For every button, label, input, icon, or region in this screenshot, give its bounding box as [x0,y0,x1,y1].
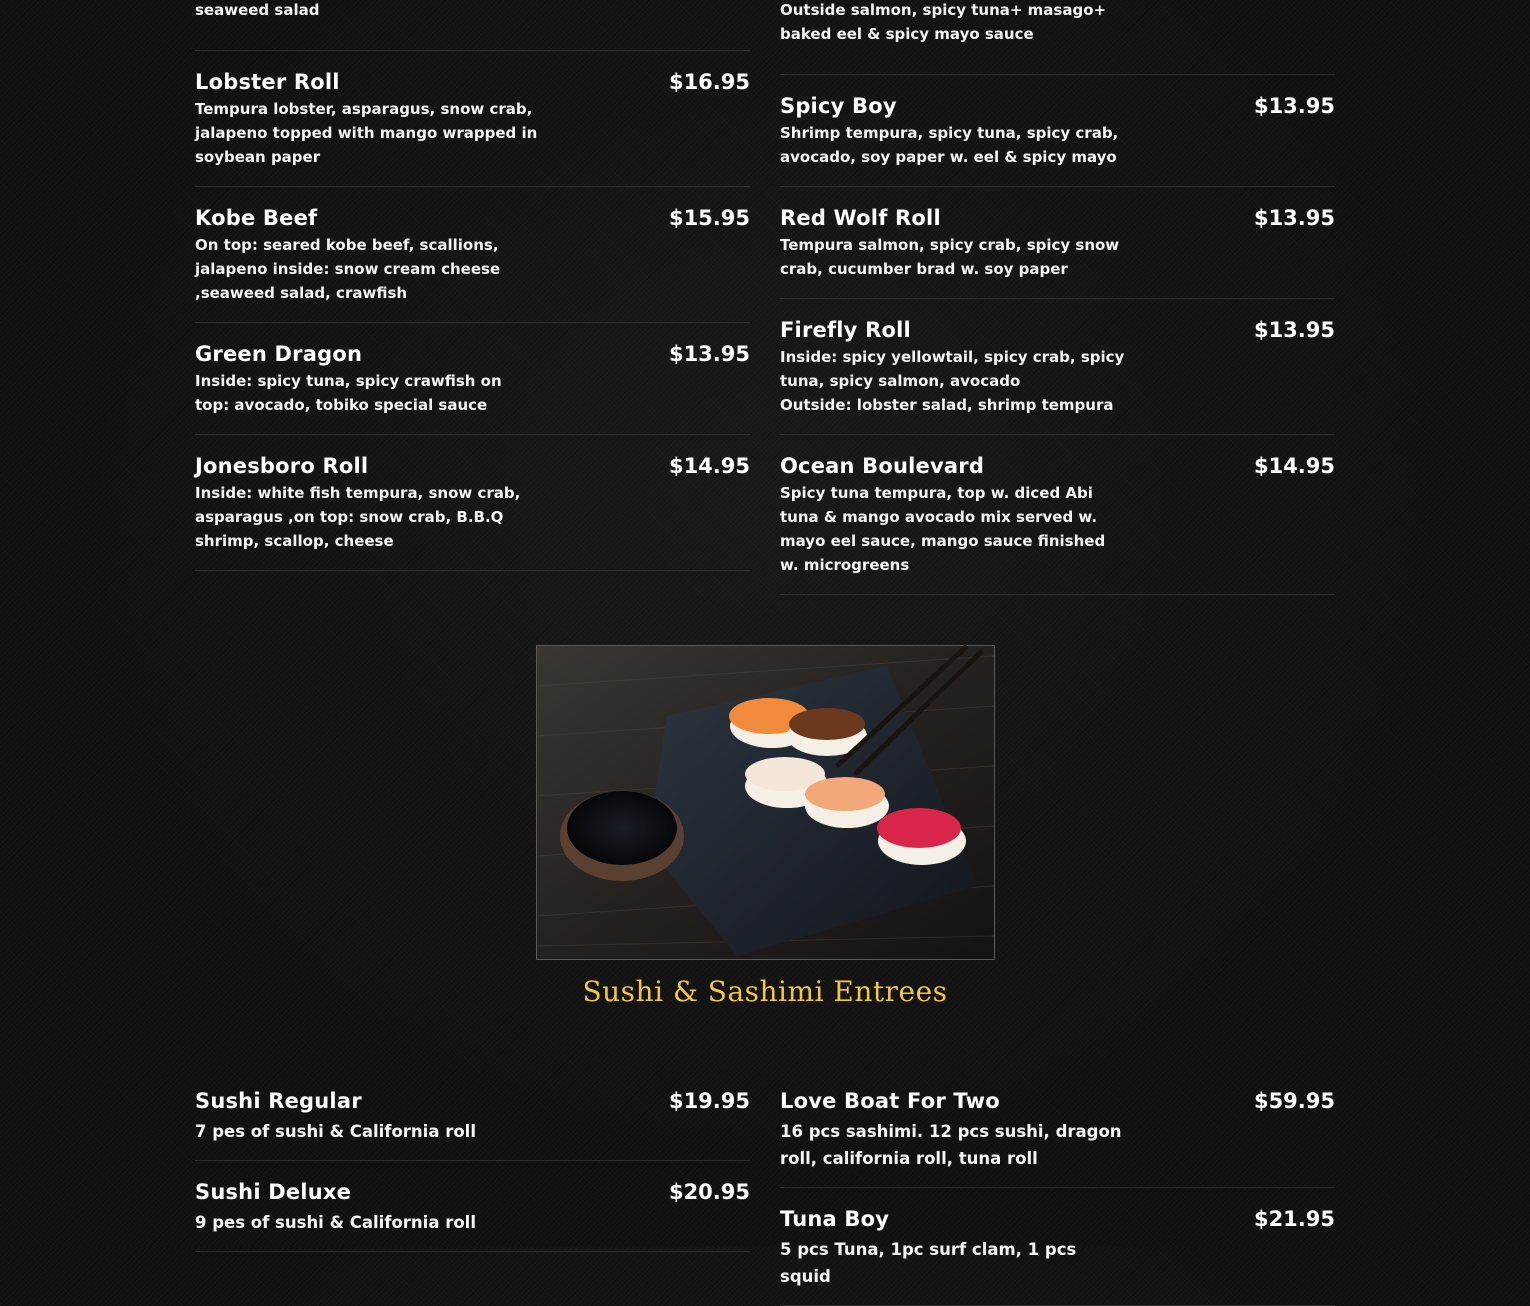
menu-item-price: $13.95 [668,342,750,366]
menu-item [195,69,750,187]
menu-item-price: $13.95 [1253,318,1335,342]
menu-item-name: Red Wolf Roll [780,206,941,230]
menu-item-price: $20.95 [668,1180,750,1204]
menu-item-price: $21.95 [1253,1207,1335,1231]
menu-item-name: Firefly Roll [780,318,911,342]
menu-item-description: 16 pcs sashimi. 12 pcs sushi, dragon roll, california roll, tuna roll [780,1122,1122,1168]
menu-item-description: On top: seared kobe beef, scallions, jalapeno inside: snow cream cheese ,seaweed salad, crawfish [195,236,501,302]
menu-item [780,205,1335,299]
menu-item-description: 5 pcs Tuna, 1pc surf clam, 1 pcs squid [780,1240,1077,1286]
menu-item [780,317,1335,435]
menu-item-name: Lobster Roll [195,70,340,94]
menu-item-name: Tuna Boy [780,1207,890,1231]
menu-item-description: Inside: white fish tempura, snow crab, asparagus ,on top: snow crab, B.B.Q shrimp, scallop, cheese [195,484,521,550]
menu-item-description: Tempura lobster, asparagus, snow crab, jalapeno topped with mango wrapped in soybean paper [195,100,538,166]
menu-item-description: Inside: spicy tuna, spicy crawfish on top: avocado, tobiko special sauce [195,372,502,414]
sushi-plate-image [537,646,994,959]
section-title: Sushi & Sashimi Entrees [582,975,948,1008]
menu-item-description: seaweed salad [195,1,320,19]
menu-item-price: $13.95 [1253,94,1335,118]
menu-item [195,1088,750,1161]
menu-item-name: Green Dragon [195,342,363,366]
menu-item [195,205,750,323]
menu-item-name: Love Boat For Two [780,1089,1000,1113]
menu-item-description [780,345,1125,417]
menu-item-price: $15.95 [668,206,750,230]
menu-item-name: Sushi Regular [195,1089,362,1113]
menu-item [195,1179,750,1252]
menu-item-description: Tempura salmon, spicy crab, spicy snow crab, cucumber brad w. soy paper [780,236,1120,278]
menu-item [780,1088,1335,1188]
menu-item [195,0,750,51]
menu-item-name: Kobe Beef [195,206,318,230]
menu-item-name: Sushi Deluxe [195,1180,352,1204]
menu-item [780,93,1335,187]
menu-item-price: $13.95 [1253,206,1335,230]
menu-item-description-inside: Inside: spicy yellowtail, spicy crab, spicy tuna, spicy salmon, avocado [780,348,1125,390]
menu-item [195,453,750,571]
menu-item-price: $14.95 [1253,454,1335,478]
menu-item-description: Shrimp tempura, spicy tuna, spicy crab, avocado, soy paper w. eel & spicy mayo [780,124,1119,166]
menu-item-description: Spicy tuna tempura, top w. diced Abi tuna & mango avocado mix served w. mayo eel sauce, mango sauce finished w. microgreens [780,484,1106,574]
menu-item-description-outside: Outside: lobster salad, shrimp tempura [780,396,1114,414]
menu-item [780,0,1335,75]
menu-item-name: Spicy Boy [780,94,897,118]
menu-item-price: $19.95 [668,1089,750,1113]
menu-item-price: $59.95 [1253,1089,1335,1113]
menu-item [780,1206,1335,1306]
menu-item-name: Jonesboro Roll [195,454,369,478]
menu-item-price: $16.95 [668,70,750,94]
menu-item-name: Ocean Boulevard [780,454,985,478]
menu-item-description: 7 pes of sushi & California roll [195,1122,476,1141]
menu-item-price: $14.95 [668,454,750,478]
menu-item-description: Outside salmon, spicy tuna+ masago+ baked eel & spicy mayo sauce [780,1,1107,43]
menu-item [780,453,1335,595]
menu-item-description: 9 pes of sushi & California roll [195,1213,476,1232]
menu-item [195,341,750,435]
sushi-photo [536,645,995,960]
